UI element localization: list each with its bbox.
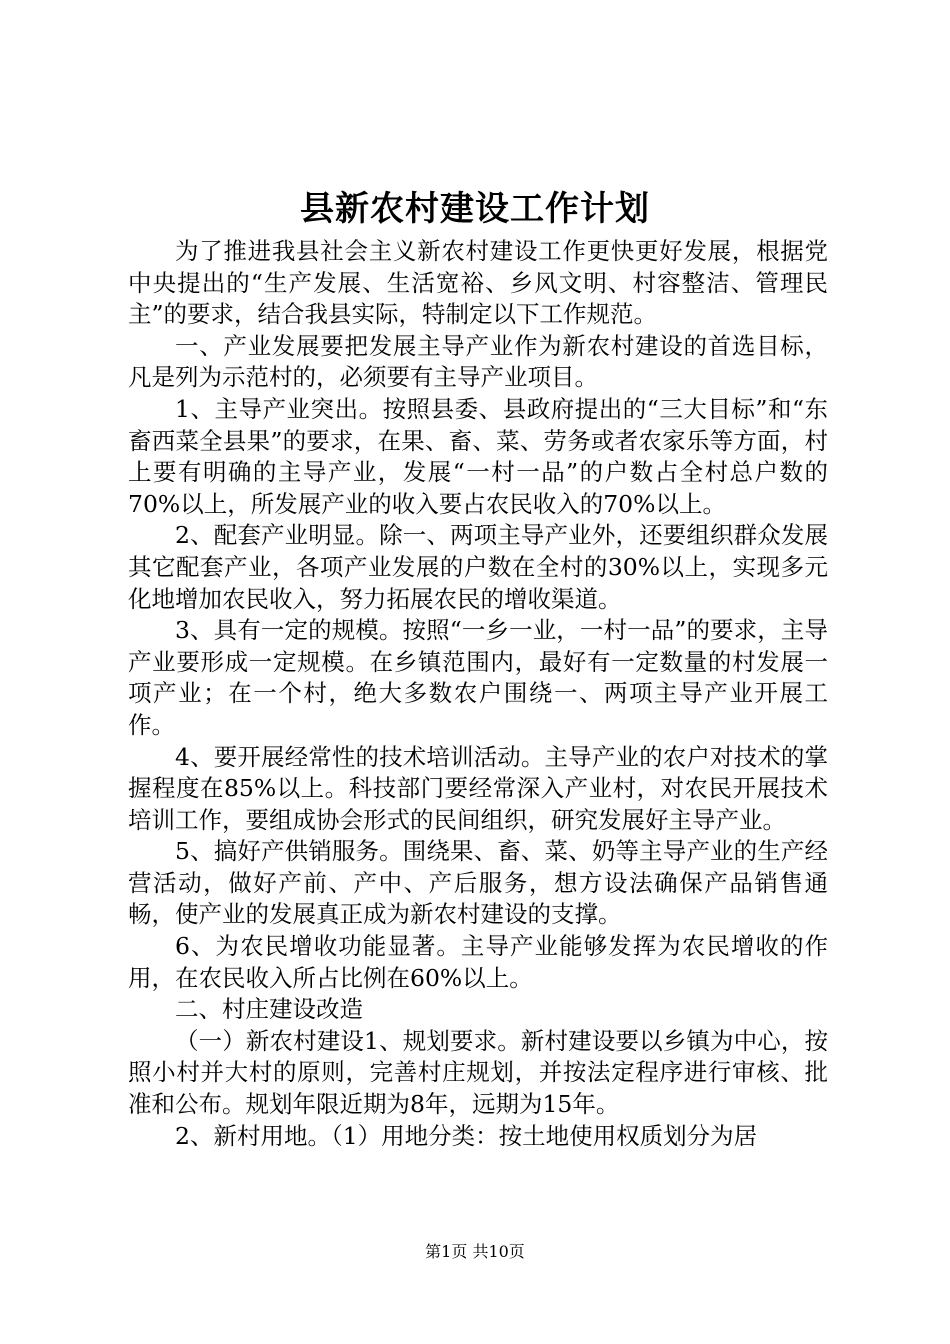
paragraph-item-4: 4、要开展经常性的技术培训活动。主导产业的农户对技术的掌握程度在85%以上。科技部门要经常深入产业村，对农民开展技术培训工作，要组成协会形式的民间组织，研究发展好主导产业。	[128, 742, 828, 834]
paragraph-subsection-1: （一）新农村建设1、规划要求。新村建设要以乡镇为中心，按照小村并大村的原则，完善村庄规划，并按法定程序进行审核、批准和公布。规划年限近期为8年，远期为15年。	[128, 1026, 828, 1119]
paragraph-intro: 为了推进我县社会主义新农村建设工作更快更好发展，根据党中央提出的“生产发展、生活宽裕、乡风文明、村容整洁、管理民主”的要求，结合我县实际，特制定以下工作规范。	[128, 237, 828, 329]
paragraph-section-2: 二、村庄建设改造	[175, 995, 363, 1024]
paragraph-section-1: 一、产业发展要把发展主导产业作为新农村建设的首选目标，凡是列为示范村的，必须要有主导产业项目。	[128, 331, 828, 392]
paragraph-item-1: 1、主导产业突出。按照县委、县政府提出的“三大目标”和“东畜西菜全县果”的要求，在果、畜、菜、劳务或者农家乐等方面，村上要有明确的主导产业，发展“一村一品”的户数占全村总户数的70%以上，所发展产业的收入要占农民收入的70%以上。	[128, 394, 828, 518]
paragraph-item-2: 2、配套产业明显。除一、两项主导产业外，还要组织群众发展其它配套产业，各项产业发展的户数在全村的30%以上，实现多元化地增加农民收入，努力拓展农民的增收渠道。	[128, 521, 828, 613]
document-title: 县新农村建设工作计划	[300, 189, 650, 229]
paragraph-item-5: 5、搞好产供销服务。围绕果、畜、菜、奶等主导产业的生产经营活动，做好产前、产中、产后服务，想方设法确保产品销售通畅，使产业的发展真正成为新农村建设的支撑。	[128, 837, 828, 929]
paragraph-item-6: 6、为农民增收功能显著。主导产业能够发挥为农民增收的作用，在农民收入所占比例在60%以上。	[128, 932, 828, 992]
paragraph-item-3: 3、具有一定的规模。按照“一乡一业，一村一品”的要求，主导产业要形成一定规模。在乡镇范围内，最好有一定数量的村发展一项产业；在一个村，绝大多数农户围绕一、两项主导产业开展工作。	[128, 616, 828, 739]
document-body	[128, 236, 828, 1152]
page-number-footer: 第1页 共10页	[425, 1242, 525, 1261]
paragraph-land-use: 2、新村用地。（1）用地分类：按土地使用权质划分为居	[175, 1121, 758, 1150]
